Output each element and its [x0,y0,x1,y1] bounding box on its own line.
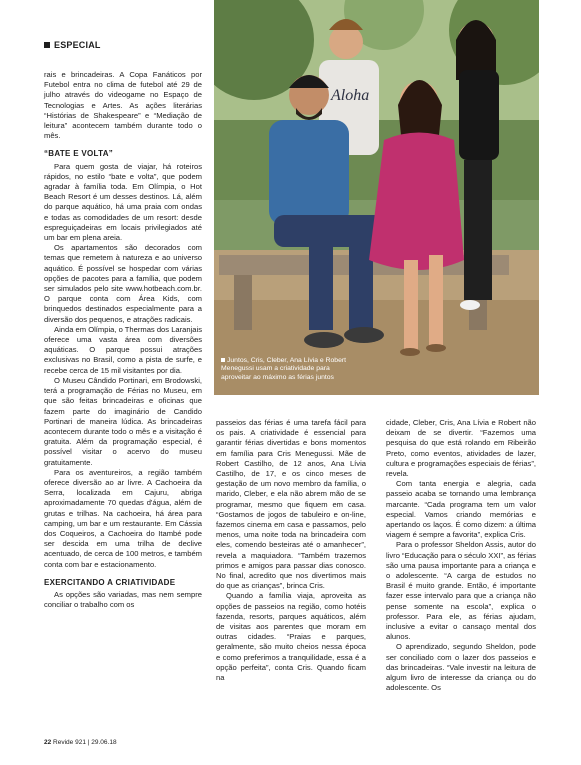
paragraph: Para os aventureiros, a região também oferece diversão ao ar livre. A Cachoeira da Serra, localizada em Cajuru, abriga aproximadamente 70 quedas d'água, além de grutas e trilhas. Na cachoeira, há área para camping, um bar e um restaurante. Em Cássia dos Coqueiros, a Cachoeira do Itambé pode ser descida em uma trilha de declive acentuado, de cerca de 100 metros, e também conta com bar e estacionamento. [44,467,202,569]
paragraph: Para o professor Sheldon Assis, autor do livro “Educação para o século XXI”, as férias são uma pausa importante para a criança e o adolescente. “A carga de estudos no Brasil é muito grande. Então, é importante fazer esse intervalo para que a criança não pense somente na escola”, explica o professor. Para ele, as férias ajudam, inclusive a evitar o cansaço mental dos alunos. [386,540,536,642]
paragraph: passeios das férias é uma tarefa fácil para os pais. A criatividade é essencial para garantir férias divertidas e bons momentos em família para Cris Menegussi. Mãe de Robert Castilho, de 12 anos, Ana Lívia Castilho, de 17, e os cinco meses de gestação de um novo membro da família, o marido, Cleber, e ela não abrem mão de se programar, mesmo que fiquem em casa. “Gostamos de jogos de tabuleiro e on-line, fazemos cinema em casa e passamos, pelo menos, uma noite toda na brincadeira com eles, comendo besteiras até o amanhecer”, revela a maquiadora. “Também trazemos primos e amigos para passar dias conosco. No final, acredito que nos divertimos mais do que as crianças”, brinca Cris. [216,418,366,591]
section-label [44,40,101,50]
paragraph: Quando a família viaja, aproveita as opções de passeios na região, como hotéis fazenda, resorts, parques aquáticos, além de visitas aos parentes que moram em outras cidades. “Praias e parques, geralmente, são muito cheios nessa época e como preferimos a tranquilidade, essa é a opção perfeita”, conta Cris. Quando ficam na [216,591,366,683]
paragraph: cidade, Cleber, Cris, Ana Lívia e Robert não deixam de se divertir. “Fazemos uma pesquisa do que está rolando em Ribeirão Preto, como eventos, atividades de lazer, cultura e programações especiais de férias”, revela. [386,418,536,479]
paragraph: Ainda em Olímpia, o Thermas dos Laranjais oferece uma vasta área com diversões aquáticas. O parque possui atrações exclusivas no Brasil, como a pista de surfe, e recebe cerca de 15 mil visitantes por dia. [44,324,203,375]
paragraph: Os apartamentos são decorados com temas que remetem à natureza e ao universo aquático. É possível se hospedar com várias opções de pacotes para a família, que podem ser simulados pelo site www.hotbeach.com.br. O parque conta com Área Kids, com brinquedos destinados especialmente para a diversão dos pequenos, e atrações radicais. [44,243,202,324]
shirt-text: Aloha [331,87,370,104]
footer-separator: | [87,739,90,746]
paragraph: rais e brincadeiras. A Copa Fanáticos por Futebol entra no clima de futebol até 29 de julho através do videogame no Espaço de Tecnologias e Artes. As ações literárias “Histórias de Shakespeare” e “Mediação de leitura” acontecem também durante todo o mês. [44,70,202,141]
article-column-2 [216,418,366,683]
article-column-1 [44,70,202,610]
family-photo [214,0,539,395]
magazine-name: Revide 921 [53,739,86,746]
issue-date: 29.06.18 [91,739,117,746]
paragraph: As opções são variadas, mas nem sempre conciliar o trabalho com os [44,589,202,610]
page-footer [44,739,117,746]
square-bullet-icon [44,42,50,48]
article-column-3 [386,418,536,693]
paragraph: Para quem gosta de viajar, há roteiros rápidos, no estilo “bate e volta”, que podem agradar à família toda. Em Olímpia, o Hot Beach Resort é um desses destinos. Lá, além do parque aquático, há uma praia com ondas e todas as comodidades de um resort: desde espreguiçadeiras em locais privilegiados até um bar em plena areia. [44,161,202,243]
family-photo-illustration [214,0,539,395]
subheading-criatividade: EXERCITANDO A CRIATIVIDADE [44,577,176,587]
subheading-bate-e-volta: “BATE E VOLTA” [44,149,114,159]
photo-caption: Juntos, Cris, Cleber, Ana Lívia e Robert Menegussi usam a criatividade para aproveitar ao máximo as férias juntos [221,357,347,381]
paragraph: O aprendizado, segundo Sheldon, pode ser conciliado com o lazer dos passeios e das brincadeiras. “Vale investir na leitura de algum livro de interesse da criança ou do adolescente. Os [386,642,536,693]
page-number: 22 [44,739,52,746]
caption-square-icon [221,358,225,362]
paragraph: Com tanta energia e alegria, cada passeio acaba se tornando uma lembrança marcante. “Cada programa tem um valor especial. Vamos criando memórias e apertando os laços. É como dizem: a última viagem é sempre a favorita”, explica Cris. [386,479,536,540]
section-title: ESPECIAL [54,40,101,50]
paragraph: O Museu Cândido Portinari, em Brodowski, terá a programação de Férias no Museu, em que são feitas brincadeiras e oficinas que fazem parte do imaginário de Candido Portinari de maneira lúdica. As brincadeiras acontecem durante todo o mês e a visitação é gratuita. Além da programação especial, é possível visitar o acervo do museu gratuitamente. [44,375,202,467]
